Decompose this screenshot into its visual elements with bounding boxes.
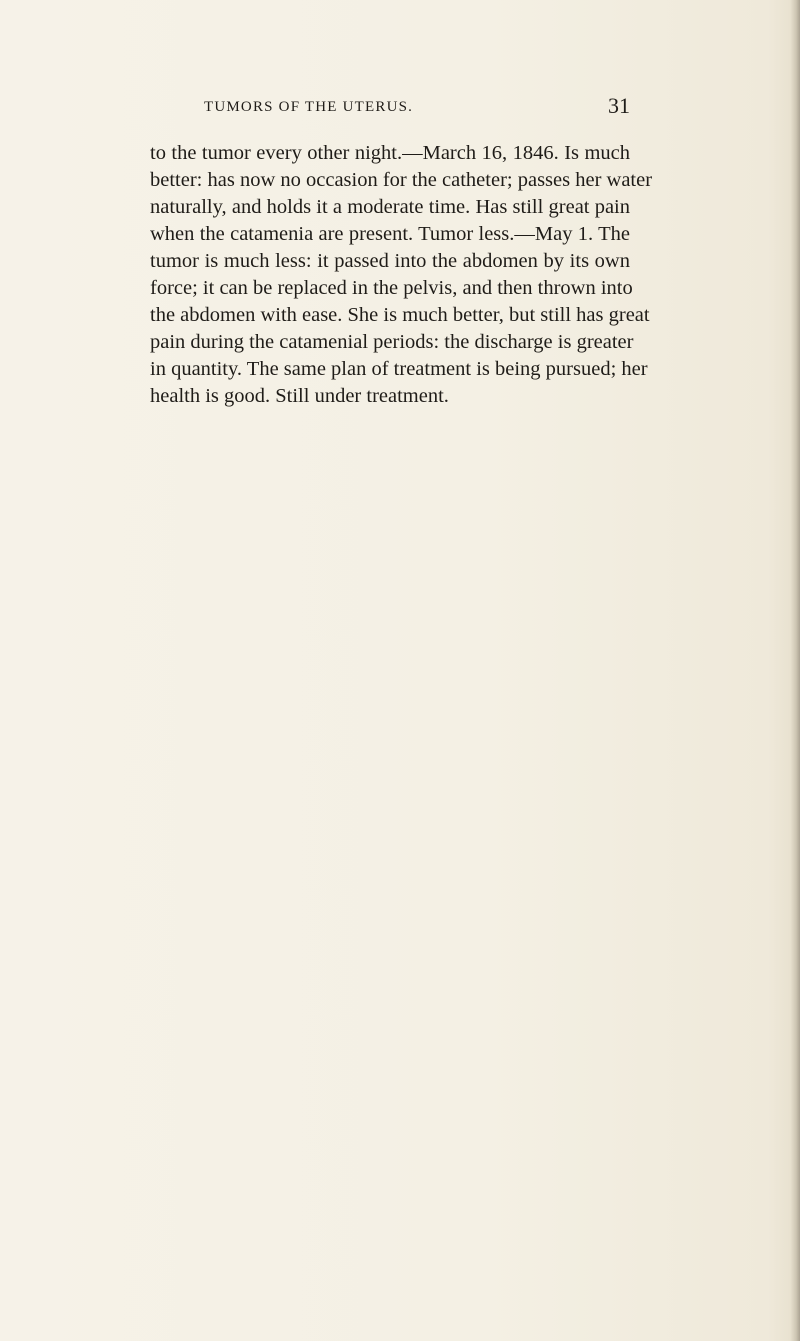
text-line: pain during the catamenial periods: the discharge is greater <box>150 331 634 353</box>
body-paragraph <box>150 140 653 410</box>
page-number: 31 <box>608 93 630 118</box>
text-line: health is good. Still under treatment. <box>150 385 449 407</box>
text-line: force; it can be replaced in the pelvis, and then thrown into <box>150 277 633 299</box>
text-line: better: has now no occasion for the catheter; passes her water <box>150 169 653 191</box>
page-header <box>150 95 630 119</box>
text-line: when the catamenia are present. Tumor less.—May 1. The <box>150 223 630 245</box>
text-line: in quantity. The same plan of treatment is being pursued; her <box>150 358 648 380</box>
text-line: naturally, and holds it a moderate time. Has still great pain <box>150 196 630 218</box>
text-line: tumor is much less: it passed into the abdomen by its own <box>150 250 630 272</box>
page-edge-shadow <box>790 0 800 1341</box>
text-line: to the tumor every other night.—March 16, 1846. Is much <box>150 142 630 164</box>
running-title: TUMORS OF THE UTERUS. <box>204 99 414 115</box>
text-line: the abdomen with ease. She is much better, but still has great <box>150 304 650 326</box>
